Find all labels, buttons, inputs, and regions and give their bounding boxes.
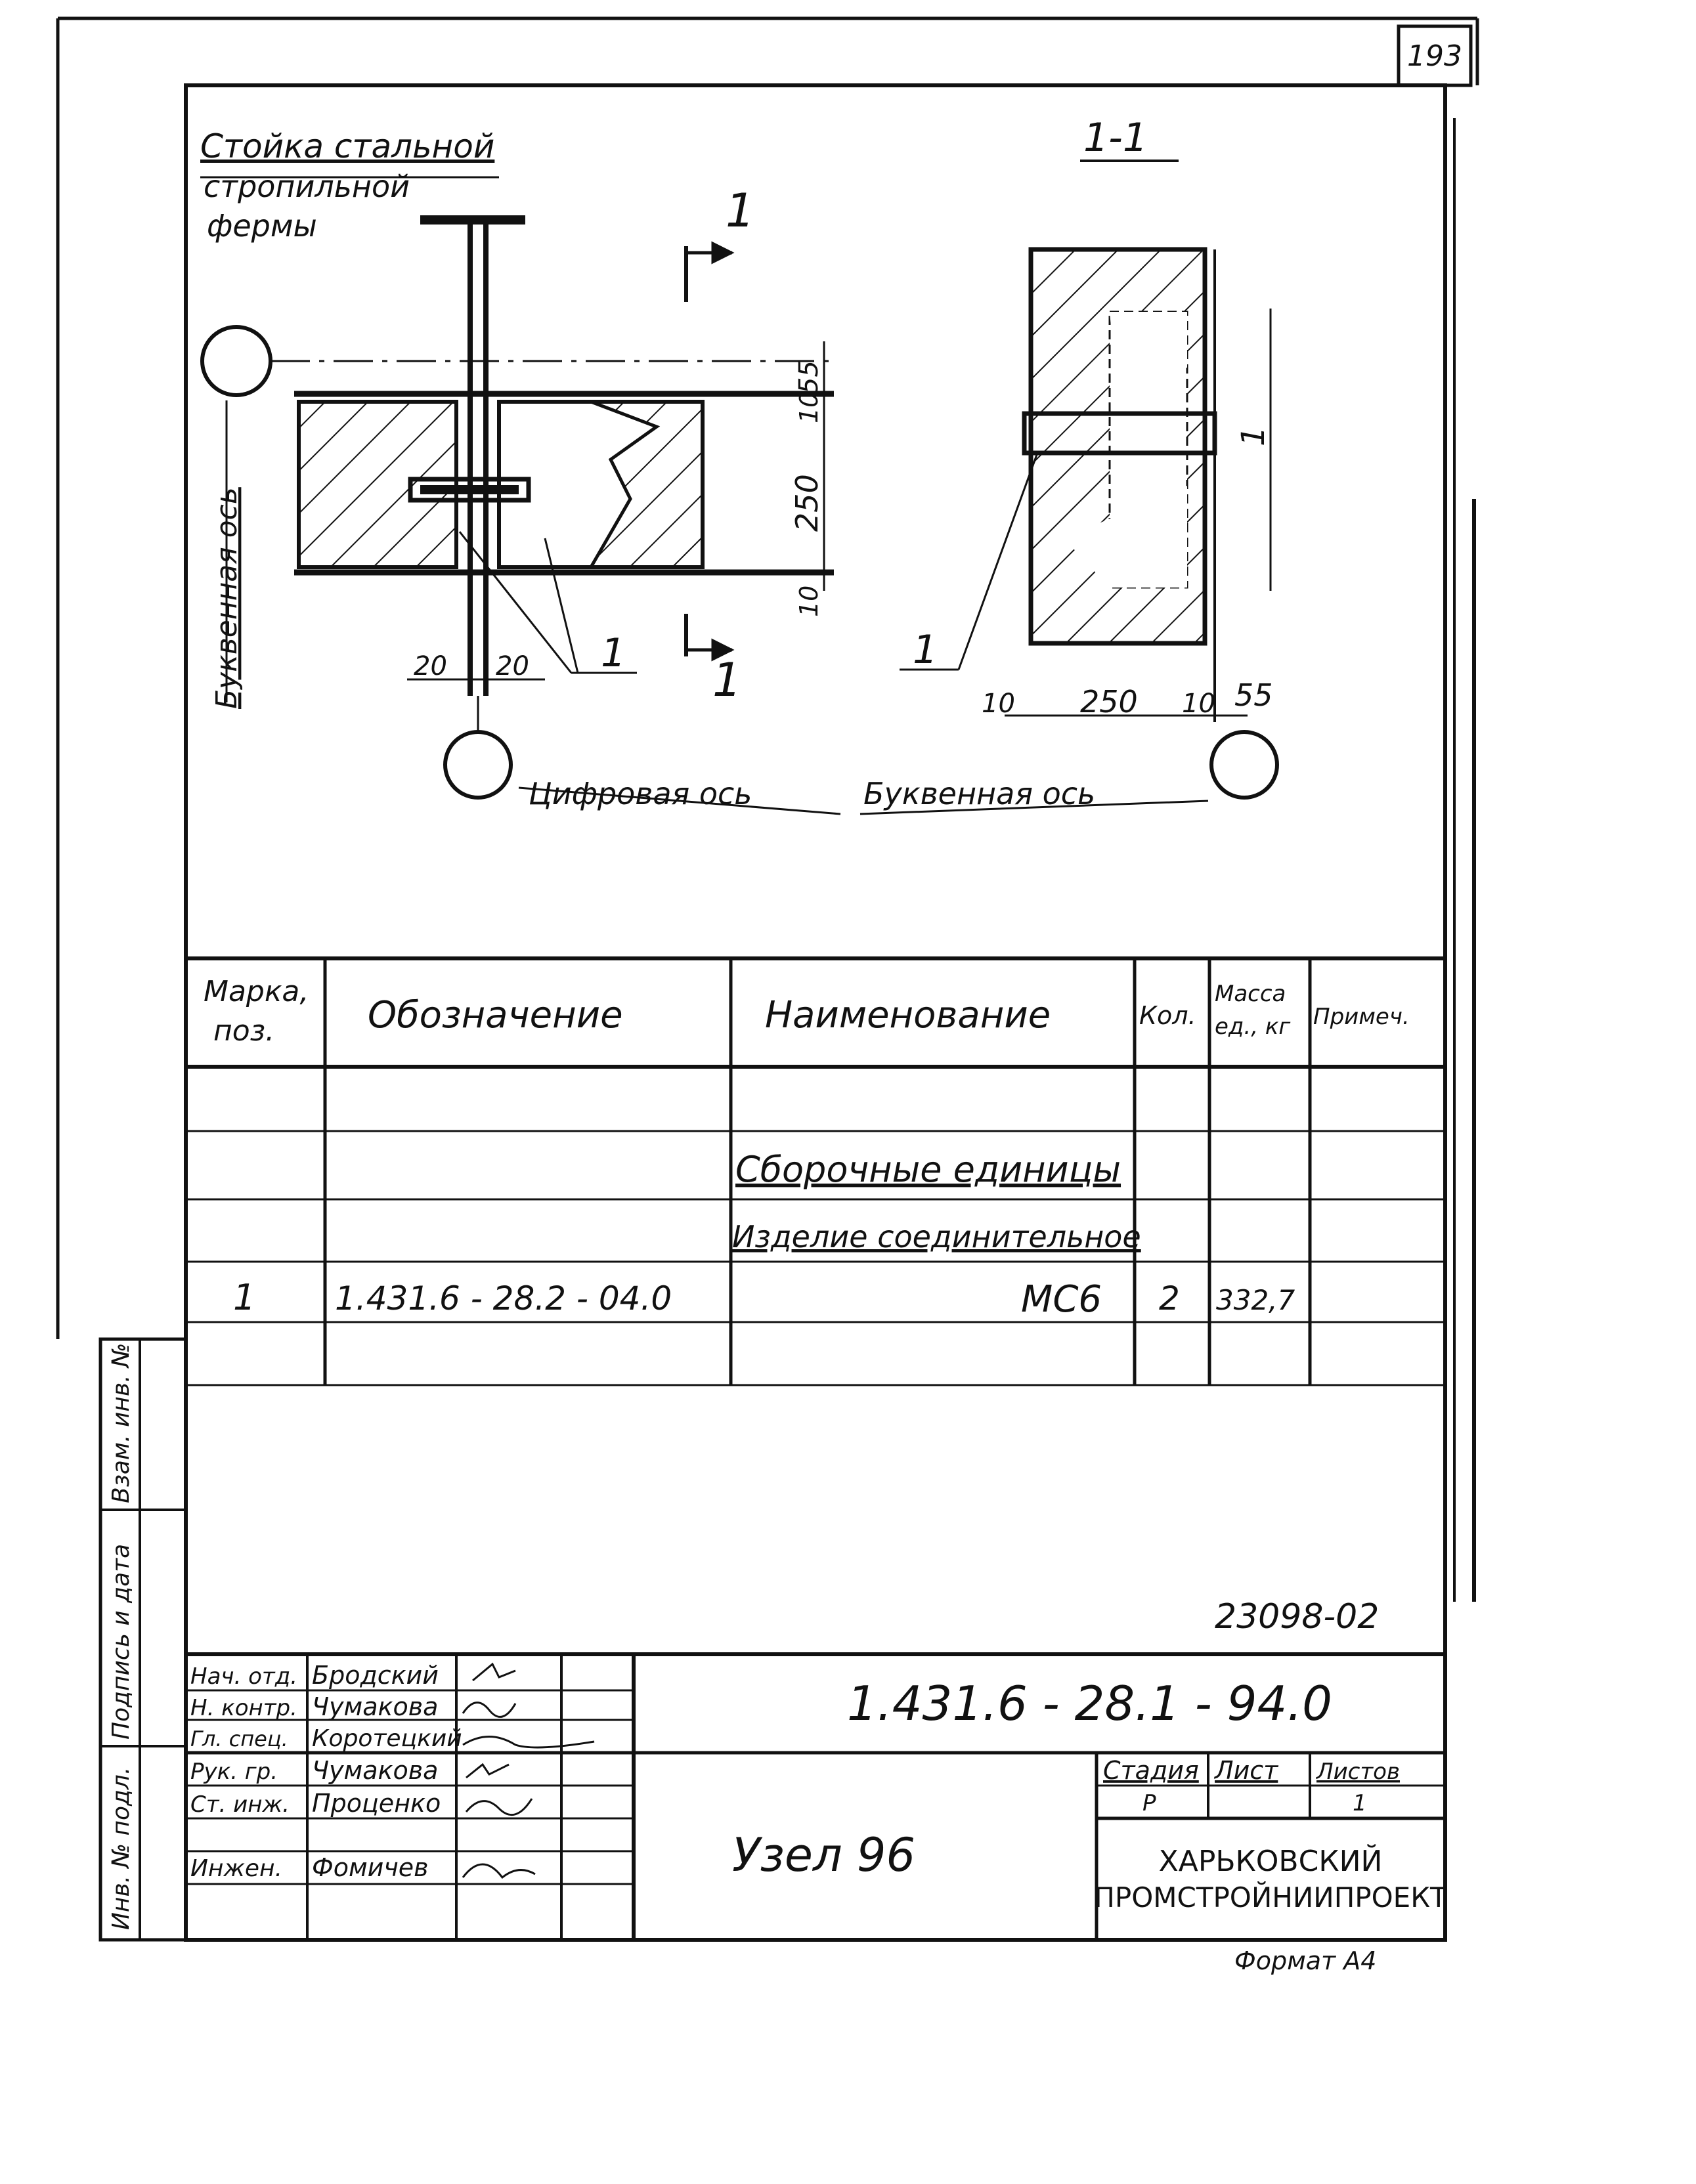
- section-dim-10-left: 10: [982, 689, 1015, 719]
- staff-role-7: Инжен.: [190, 1855, 283, 1882]
- stage-label: Стадия: [1103, 1756, 1199, 1785]
- staff-name-1: Бродский: [312, 1661, 439, 1690]
- section-position-1: 1: [913, 627, 938, 673]
- staff-role-3: Гл. спец.: [190, 1726, 288, 1751]
- post-label-line3: фермы: [207, 208, 317, 244]
- post-label-line1: Стойка стальной: [200, 127, 495, 165]
- doc-code: 1.431.6 - 28.1 - 94.0: [847, 1676, 1332, 1731]
- header-mark-line2: поз.: [213, 1014, 275, 1048]
- dim-55-top: 55: [794, 360, 824, 394]
- header-note: Примеч.: [1313, 1004, 1410, 1030]
- position-callout-1: 1: [601, 630, 626, 676]
- staff-name-2: Чумакова: [312, 1692, 439, 1721]
- section-dim-10-right: 10: [1182, 689, 1215, 719]
- header-name: Наименование: [765, 994, 1051, 1037]
- post-label-line2: стропильной: [204, 169, 410, 204]
- section-axis-bubble: [1211, 732, 1277, 798]
- staff-name-5: Проценко: [312, 1789, 441, 1818]
- section-dim-55: 55: [1234, 677, 1273, 713]
- section-mark-bottom: 1: [712, 653, 742, 707]
- digital-axis-label: Цифровая ось: [529, 776, 752, 811]
- section-connector-product: Изделие соединительное: [732, 1219, 1141, 1254]
- section-dim-1: 1: [1235, 426, 1272, 446]
- header-mass-line1: Масса: [1215, 981, 1286, 1007]
- staff-role-5: Ст. инж.: [190, 1791, 290, 1818]
- stage-value: Р: [1142, 1790, 1156, 1816]
- sheet-label: Лист: [1215, 1756, 1278, 1785]
- section-title: 1-1: [1083, 115, 1148, 161]
- row-mark: 1: [233, 1277, 256, 1318]
- header-mass-line2: ед., кг: [1215, 1014, 1291, 1040]
- page-number: 193: [1407, 39, 1462, 73]
- side-stamp: [100, 1339, 186, 1940]
- section-dim-250: 250: [1080, 684, 1138, 719]
- section-view: [860, 115, 1277, 814]
- stamp-replace-inv: Взам. инв. №: [108, 1342, 135, 1503]
- digital-axis-bubble: [445, 732, 511, 798]
- dim-10-top: 10: [794, 391, 823, 423]
- format-label: Формат А4: [1234, 1946, 1377, 1975]
- letter-axis-label: Буквенная ось: [863, 776, 1096, 811]
- plan-view: [200, 127, 840, 814]
- org-line1: ХАРЬКОВСКИЙ: [1158, 1845, 1383, 1878]
- row-mass: 332,7: [1216, 1284, 1295, 1316]
- row-designation: 1.431.6 - 28.2 - 04.0: [335, 1279, 672, 1317]
- stamp-inv-orig: Инв. № подл.: [108, 1766, 135, 1930]
- sheets-value: 1: [1353, 1790, 1367, 1816]
- header-designation: Обозначение: [368, 994, 623, 1037]
- wall-hatch-left: [299, 402, 456, 567]
- dim-20-left: 20: [414, 651, 447, 681]
- row-name: МС6: [1021, 1278, 1102, 1321]
- header-qty: Кол.: [1139, 1001, 1196, 1030]
- header-mark-line1: Марка,: [204, 975, 309, 1008]
- staff-name-7: Фомичев: [312, 1853, 429, 1882]
- staff-role-1: Нач. отд.: [190, 1663, 298, 1690]
- staff-role-2: Н. контр.: [190, 1695, 297, 1721]
- letter-axis-bubble: [202, 327, 271, 395]
- staff-name-4: Чумакова: [312, 1756, 439, 1785]
- stamp-sign-date: Подпись и дата: [108, 1543, 135, 1740]
- sheet-title: Узел 96: [732, 1828, 916, 1882]
- archive-number: 23098-02: [1215, 1597, 1380, 1637]
- sheets-label: Листов: [1316, 1759, 1401, 1785]
- staff-name-3: Коротецкий: [312, 1725, 462, 1752]
- signatures: [463, 1664, 594, 1877]
- section-assembly-units: Сборочные единицы: [735, 1149, 1121, 1190]
- dim-10-bottom: 10: [794, 585, 823, 617]
- dim-250-vertical: 250: [789, 474, 825, 532]
- spec-table: [186, 958, 1445, 1385]
- page-number-box: [1399, 26, 1471, 85]
- staff-role-4: Рук. гр.: [190, 1759, 278, 1785]
- title-block: [186, 1597, 1447, 1975]
- letter-axis-vertical-label: Буквенная ось: [210, 487, 244, 709]
- row-qty: 2: [1159, 1279, 1180, 1317]
- section-mark-top: 1: [726, 184, 755, 238]
- org-line2: ПРОМСТРОЙНИИПРОЕКТ: [1094, 1881, 1447, 1914]
- dim-20-right: 20: [496, 651, 529, 681]
